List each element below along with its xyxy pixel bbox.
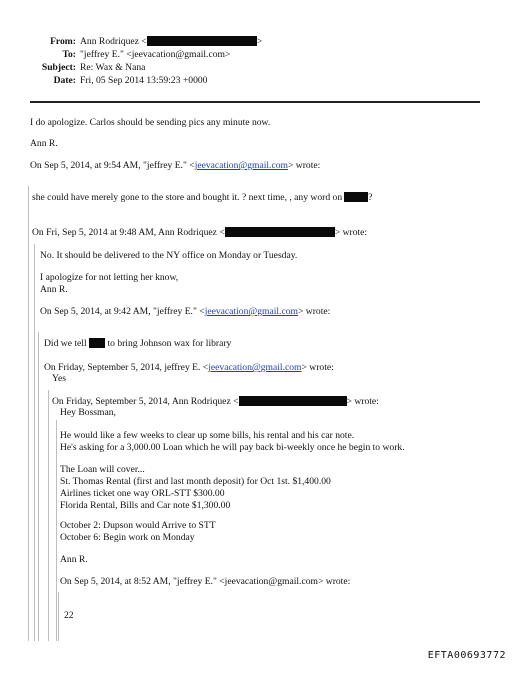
signature-1: Ann R. xyxy=(30,138,58,149)
attribution-4-prefix: On Friday, September 5, 2014, jeffrey E. < xyxy=(44,362,209,373)
quote-bar-1 xyxy=(28,186,29,641)
email-link[interactable]: jeevacation@gmail.com xyxy=(204,306,298,317)
date-value: Fri, 05 Sep 2014 13:59:23 +0000 xyxy=(80,75,208,86)
attribution-2-suffix: > wrote: xyxy=(334,227,368,238)
attribution-5-prefix: On Friday, September 5, 2014, Ann Rodriquez < xyxy=(52,396,239,407)
attribution-2 xyxy=(32,227,367,239)
attribution-3 xyxy=(40,306,330,318)
quote-5-oct2: October 2: Dupson would Arrive to STT xyxy=(60,520,216,531)
subject-value: Re: Wax & Nana xyxy=(80,62,146,73)
quote-bar-2 xyxy=(34,244,35,641)
quote-1-text xyxy=(32,192,372,204)
attribution-1-prefix: On Sep 5, 2014, at 9:54 AM, "jeffrey E." < xyxy=(30,160,195,171)
attribution-4 xyxy=(44,362,334,374)
redaction-box xyxy=(344,192,368,202)
header-from-row xyxy=(0,36,262,48)
quote-bar-6 xyxy=(58,592,59,641)
quote-5-item-2: Airlines ticket one way ORL-STT $300.00 xyxy=(60,488,225,499)
quote-6-number: 22 xyxy=(64,610,74,621)
header-divider xyxy=(30,101,480,103)
quote-5-item-3: Florida Rental, Bills and Car note $1,300.00 xyxy=(60,500,231,511)
header-to-row xyxy=(0,49,230,61)
quote-5-item-1: St. Thomas Rental (first and last month deposit) for Oct 1st. $1,400.00 xyxy=(60,476,331,487)
quote-5-signature: Ann R. xyxy=(60,554,88,565)
quote-5-loan-heading: The Loan will cover... xyxy=(60,464,145,475)
quote-bar-3 xyxy=(38,332,39,641)
email-link[interactable]: jeevacation@gmail.com xyxy=(194,160,288,171)
quote-3-prefix: Did we tell xyxy=(44,338,87,349)
body-line-1: I do apologize. Carlos should be sending pics any minute now. xyxy=(30,117,271,128)
quote-3-text xyxy=(44,338,231,350)
to-label: To: xyxy=(62,49,76,60)
quote-bar-5 xyxy=(56,420,57,641)
subject-label: Subject: xyxy=(41,62,76,73)
attribution-5 xyxy=(52,396,379,408)
attribution-1 xyxy=(30,160,320,172)
quote-3-suffix: to bring Johnson wax for library xyxy=(107,338,232,349)
redaction-box xyxy=(225,227,335,237)
quote-1-line: she could have merely gone to the store and bought it. ? next time, , any word on xyxy=(32,192,343,203)
date-label: Date: xyxy=(53,75,76,86)
quote-5-para-1: He would like a few weeks to clear up some bills, his rental and his car note. xyxy=(60,430,355,441)
redaction-box xyxy=(89,338,105,348)
attribution-5-suffix: > wrote: xyxy=(346,396,379,407)
attribution-4-suffix: > wrote: xyxy=(301,362,334,373)
quote-bar-4 xyxy=(48,390,49,641)
attribution-6: On Sep 5, 2014, at 8:52 AM, "jeffrey E." <jeevacation@gmail.com> wrote: xyxy=(60,576,351,587)
from-label: From: xyxy=(50,36,76,47)
to-value: "jeffrey E." <jeevacation@gmail.com> xyxy=(80,49,231,60)
attribution-1-suffix: > wrote: xyxy=(287,160,321,171)
quote-5-oct6: October 6: Begin work on Monday xyxy=(60,532,195,543)
attribution-2-prefix: On Fri, Sep 5, 2014 at 9:48 AM, Ann Rodriquez < xyxy=(32,227,225,238)
document-id: EFTA00693772 xyxy=(427,650,506,661)
quote-5-greeting: Hey Bossman, xyxy=(60,407,116,418)
from-tail: > xyxy=(256,36,263,47)
quote-2-line-2: I apologize for not letting her know, xyxy=(40,272,179,283)
email-link[interactable]: jeevacation@gmail.com xyxy=(208,362,302,373)
quote-1-tail: ? xyxy=(368,192,373,203)
redaction-box xyxy=(239,396,347,406)
quote-2-signature: Ann R. xyxy=(40,284,68,295)
redaction-box xyxy=(147,36,257,46)
from-value: Ann Rodriquez < xyxy=(80,36,147,47)
quote-2-line-1: No. It should be delivered to the NY office on Monday or Tuesday. xyxy=(40,250,298,261)
attribution-3-prefix: On Sep 5, 2014, at 9:42 AM, "jeffrey E." < xyxy=(40,306,205,317)
quote-5-para-2: He's asking for a 3,000.00 Loan which he will pay back bi-weekly once he begin to work. xyxy=(60,442,405,453)
header-date-row xyxy=(0,75,207,87)
quote-4-yes: Yes xyxy=(52,373,66,384)
header-subject-row xyxy=(0,62,145,74)
attribution-3-suffix: > wrote: xyxy=(297,306,331,317)
